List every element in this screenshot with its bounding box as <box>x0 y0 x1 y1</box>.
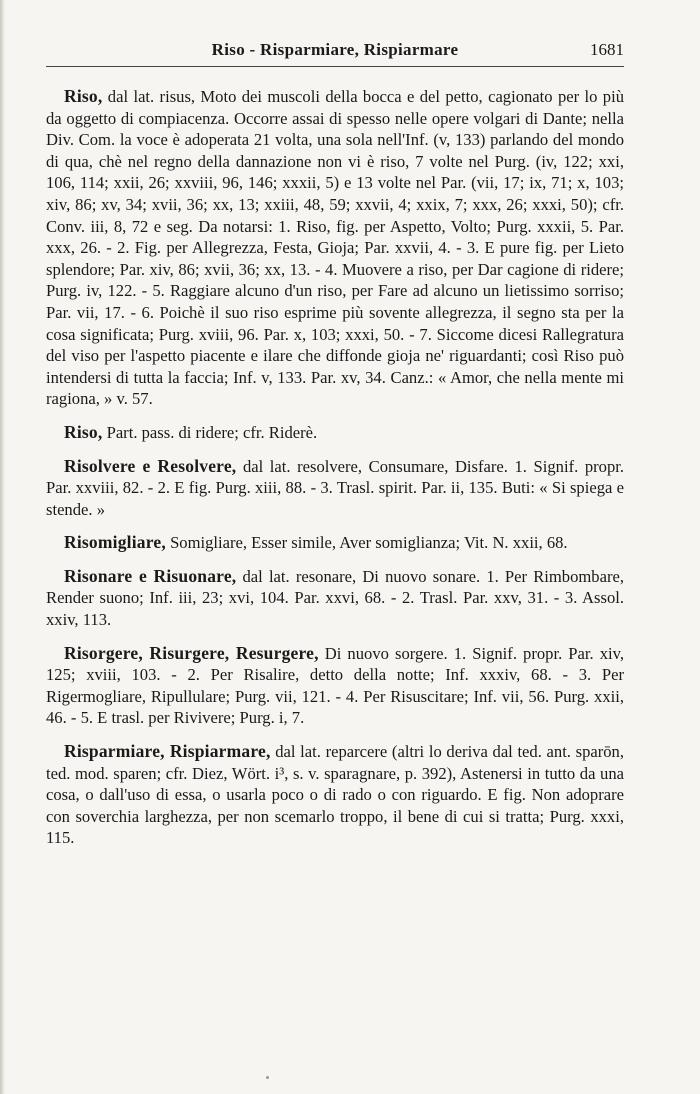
dictionary-entry <box>46 456 624 521</box>
dictionary-entry <box>46 741 624 849</box>
entry-definition: dal lat. resolvere, Consumare, Disfare. 1. Signif. propr. Par. xxviii, 82. - 2. E fig. Purg. xiii, 88. - 3. Trasl. spirit. Par. ii, 135. Buti: « Si spiega e stende. » <box>46 456 624 519</box>
entry-definition: Part. pass. di ridere; cfr. Riderè. <box>102 422 318 442</box>
entry-headword: Riso, <box>64 421 103 442</box>
entry-headword: Risonare e Risuonare, <box>64 565 237 586</box>
dictionary-entry <box>46 86 624 410</box>
dictionary-body <box>46 86 624 861</box>
entry-headword: Risorgere, Risurgere, Resurgere, <box>64 642 319 663</box>
dictionary-entry <box>46 422 624 444</box>
page-number: 1681 <box>590 40 624 59</box>
dictionary-entry <box>46 532 624 554</box>
entry-definition: dal lat. resonare, Di nuovo sonare. 1. Per Rimbombare, Render suono; Inf. iii, 23; xvi, 104. Par. xxvi, 68. - 2. Trasl. Par. xxv, 31. - 3. Assol. xxiv, 113. <box>46 566 624 630</box>
entry-headword: Riso, <box>64 86 103 106</box>
running-header <box>46 38 624 66</box>
page-speck <box>266 1076 269 1079</box>
entry-definition: Somigliare, Esser simile, Aver somiglianza; Vit. N. xxii, 68. <box>165 533 568 553</box>
dictionary-entry <box>46 643 624 729</box>
header-rule <box>46 66 624 67</box>
entry-definition: Di nuovo sorgere. 1. Signif. propr. Par. xiv, 125; xviii, 103. - 2. Per Risalire, detto della notte; Inf. xxxiv, 68. - 3. Per Rigermogliare, Ripullulare; Purg. vii, 121. - 4. Per Risuscitare; Inf. vii, 56. Purg. xxii, 46. - 5. E trasl. per Rivivere; Purg. i, 7. <box>46 643 624 728</box>
dictionary-entry <box>46 566 624 631</box>
entry-headword: Risolvere e Resolvere, <box>64 455 237 476</box>
page-spine-edge <box>0 0 5 1094</box>
entry-definition: dal lat. reparcere (altri lo deriva dal ted. ant. sparōn, ted. mod. sparen; cfr. Diez, Wört. i³, s. v. sparagnare, p. 392), Astenersi in tutto da una cosa, o dall'uso di essa, o usarla poco o di rado o con riguardo. E fig. Non adoprare con soverchia larghezza, per non scemarlo troppo, il bene di cui si tratta; Purg. xxxi, 115. <box>46 742 624 848</box>
entry-headword: Risomigliare, <box>64 532 166 553</box>
entry-definition: dal lat. risus, Moto dei muscoli della bocca e del petto, cagionato per lo più da oggetto di compiacenza. Occorre assai di spesso nelle opere volgari di Dante; nella Div. Com. la voce è adoperata 21 volta, una sola nell'Inf. (v, 133) parlando del mondo di qua, chè nel regno della dannazione non vi è riso, 7 volte nel Purg. (iv, 122; xxi, 106, 114; xxii, 26; xxviii, 96, 146; xxxii, 5) e 13 volte nel Par. (vii, 17; ix, 71; x, 103; xiv, 86; xv, 34; xvii, 36; xx, 13; xxiii, 48, 59; xxvii, 4; xxix, 7; xxx, 26; xxxi, 50); cfr. Conv. iii, 8, 72 e seg. Da notarsi: 1. Riso, fig. per Aspetto, Volto; Purg. xxxii, 5. Par. xxx, 26. - 2. Fig. per Allegrezza, Festa, Gioja; Par. xxvii, 4. - 3. E pure fig. per Lieto splendore; Par. xiv, 86; xvii, 36; xx, 13. - 4. Muovere a riso, per Dar cagione di ridere; Purg. iv, 122. - 5. Raggiare alcuno d'un riso, per Fare ad alcuno un lietissimo sorriso; Par. vii, 17. - 6. Poichè il suo riso esprime più sovente allegrezza, il segno sta per la cosa significata; Purg. xviii, 96. Par. x, 103; xxxi, 50. - 7. Siccome dicesi Rallegratura del viso per l'aspetto piacente e ilare che diffonde gioja ne' riguardanti; così Riso può intendersi di tutta la faccia; Inf. v, 133. Par. xv, 34. Canz.: « Amor, che nella mente mi ragiona, » v. 57. <box>46 87 624 409</box>
entry-headword: Risparmiare, Rispiarmare, <box>64 741 271 762</box>
running-title: Riso - Risparmiare, Rispiarmare <box>211 40 459 59</box>
